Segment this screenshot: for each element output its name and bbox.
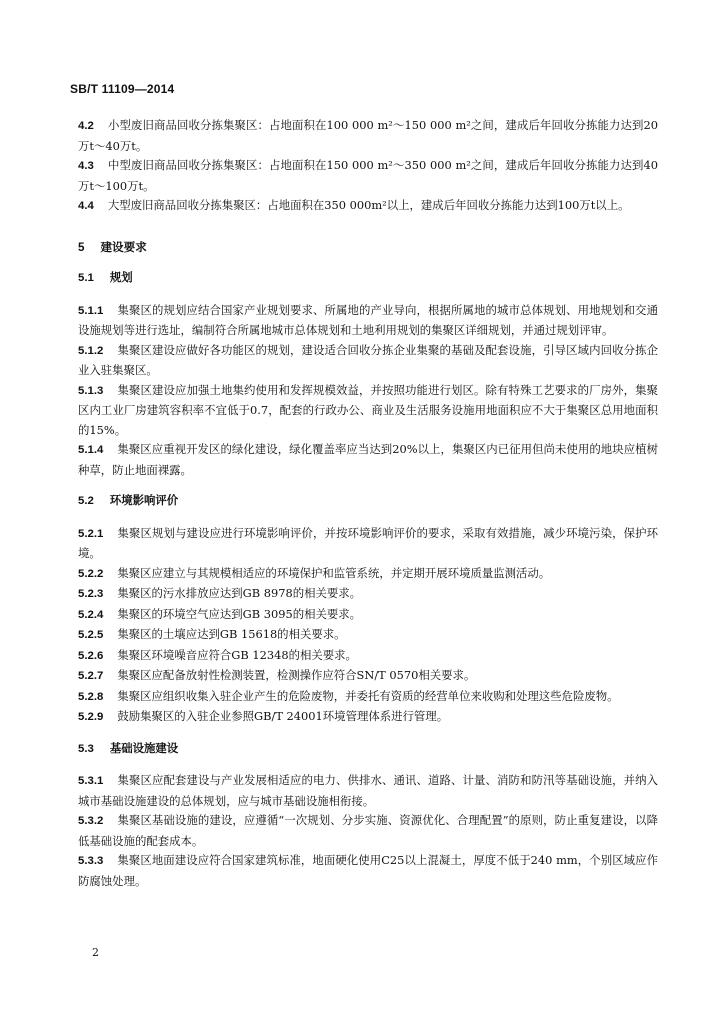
clause-5-3-3 <box>78 851 658 891</box>
clause-text: 集聚区建设应做好各功能区的规划，建设适合回收分拣企业集聚的基础及配套设施，引导区域内回收分拣企业入驻集聚区。 <box>78 342 658 377</box>
clause-number: 5.2.8 <box>78 690 104 703</box>
clause-text: 集聚区的环境空气应达到GB 3095的相关要求。 <box>117 606 362 621</box>
clause-number: 5.3.3 <box>78 855 104 867</box>
clause-number: 5.2.1 <box>78 527 104 540</box>
clause-text: 集聚区规划与建设应进行环境影响评价，并按环境影响评价的要求，采取有效措施，减少环境污染，保护环境。 <box>78 525 658 560</box>
section-title: 规划 <box>109 272 133 284</box>
section-5-2-heading <box>78 492 658 512</box>
clause-number: 5.2.3 <box>78 588 104 600</box>
clause-number: 5.1.3 <box>78 384 104 397</box>
section-number: 5.3 <box>78 742 94 755</box>
clause-text: 集聚区建设应加强土地集约使用和发挥规模效益，并按照功能进行划区。除有特殊工艺要求的厂房外，集聚区内工业厂房建筑容积率不宜低于0.7，配套的行政办公、商业及生活服务设施用地面积应不大于集聚区总用地面积的15%。 <box>78 382 658 437</box>
clause-text: 集聚区的污水排放应达到GB 8978的相关要求。 <box>117 586 362 600</box>
clause-text: 集聚区的规划应结合国家产业规划要求、所属地的产业导向，根据所属地的城市总体规划、用地规划和交通设施规划等进行选址，编制符合所属地城市总体规划和土地利用规划的集聚区详细规划，并通过规划评审。 <box>78 302 658 337</box>
clause-text: 集聚区环境噪音应符合GB 12348的相关要求。 <box>117 647 357 662</box>
clause-text: 集聚区应组织收集入驻企业产生的危险废物，并委托有资质的经营单位来收购和处理这些危险废物。 <box>117 688 619 703</box>
section-number: 5 <box>78 240 85 254</box>
clause-number: 5.2.2 <box>78 567 104 580</box>
clause-5-2-2 <box>78 564 658 585</box>
clause-5-2-1 <box>78 524 658 564</box>
clause-5-1-1 <box>78 301 658 341</box>
clause-text: 集聚区应配套建设与产业发展相适应的电力、供排水、通讯、道路、计量、消防和防汛等基础设施，并纳入城市基础设施建设的总体规划，应与城市基础设施相衔接。 <box>78 773 658 808</box>
clause-number: 5.2.5 <box>78 629 104 641</box>
clause-number: 5.3.2 <box>78 815 104 827</box>
clause-text: 鼓励集聚区的入驻企业参照GB/T 24001环境管理体系进行管理。 <box>117 709 449 723</box>
clause-text: 集聚区应建立与其规模相适应的环境保护和监管系统，并定期开展环境质量监测活动。 <box>117 565 551 580</box>
clause-5-1-3 <box>78 381 658 441</box>
section-5-1-heading <box>78 269 658 289</box>
section-title: 环境影响评价 <box>109 495 179 507</box>
clause-5-2-9 <box>78 707 658 728</box>
clause-5-1-2 <box>78 341 658 381</box>
clause-text: 集聚区应重视开发区的绿化建设，绿化覆盖率应当达到20%以上，集聚区内已征用但尚未使用的地块应植树种草，防止地面裸露。 <box>78 442 658 477</box>
section-number: 5.1 <box>78 272 94 284</box>
clause-text: 中型废旧商品回收分拣集聚区：占地面积在150 000 m²～350 000 m²之间，建成后年回收分拣能力达到40万t～100万t。 <box>78 158 658 193</box>
clause-number: 4.4 <box>78 200 94 212</box>
clause-text: 集聚区的土壤应达到GB 15618的相关要求。 <box>117 627 346 641</box>
clause-5-2-5 <box>78 625 658 646</box>
clause-number: 5.3.1 <box>78 775 104 787</box>
clause-number: 5.2.9 <box>78 711 104 723</box>
clause-number: 4.2 <box>78 120 94 132</box>
clause-text: 小型废旧商品回收分拣集聚区：占地面积在100 000 m²～150 000 m²之间，建成后年回收分拣能力达到20万t～40万t。 <box>78 118 658 153</box>
clause-number: 4.3 <box>78 160 94 172</box>
clause-number: 5.1.4 <box>78 444 104 456</box>
clause-number: 5.1.2 <box>78 344 104 357</box>
clause-5-2-3 <box>78 584 658 605</box>
standard-code-header: SB/T 11109—2014 <box>70 82 175 96</box>
page-number: 2 <box>92 946 99 959</box>
clause-number: 5.2.4 <box>78 608 104 621</box>
clause-text: 集聚区应配备放射性检测装置，检测操作应符合SN/T 0570相关要求。 <box>117 668 476 682</box>
section-number: 5.2 <box>78 495 94 507</box>
clause-text: 集聚区地面建设应符合国家建筑标准，地面硬化使用C25以上混凝土，厚度不低于240 mm，个别区域应作防腐蚀处理。 <box>78 853 658 888</box>
section-title: 基础设施建设 <box>109 742 179 755</box>
clause-5-2-4 <box>78 605 658 626</box>
section-5-heading <box>78 238 658 258</box>
clause-number: 5.1.1 <box>78 304 104 317</box>
clause-number: 5.2.6 <box>78 649 104 662</box>
clause-text: 集聚区基础设施的建设，应遵循“一次规划、分步实施、资源优化、合理配置”的原则，防止重复建设，以降低基础设施的配套成本。 <box>78 813 658 848</box>
clause-number: 5.2.7 <box>78 670 104 682</box>
clause-5-3-2 <box>78 811 658 851</box>
clause-5-3-1 <box>78 771 658 811</box>
document-body <box>78 116 658 891</box>
clause-5-2-6 <box>78 646 658 667</box>
clause-4-4 <box>78 196 658 217</box>
clause-4-2 <box>78 116 658 156</box>
clause-5-2-7 <box>78 666 658 687</box>
section-title: 建设要求 <box>100 240 147 254</box>
section-5-3-heading <box>78 740 658 760</box>
clause-text: 大型废旧商品回收分拣集聚区：占地面积在350 000m²以上，建成后年回收分拣能力达到100万t以上。 <box>107 198 630 212</box>
clause-5-1-4 <box>78 440 658 480</box>
clause-5-2-8 <box>78 687 658 708</box>
clause-4-3 <box>78 156 658 196</box>
